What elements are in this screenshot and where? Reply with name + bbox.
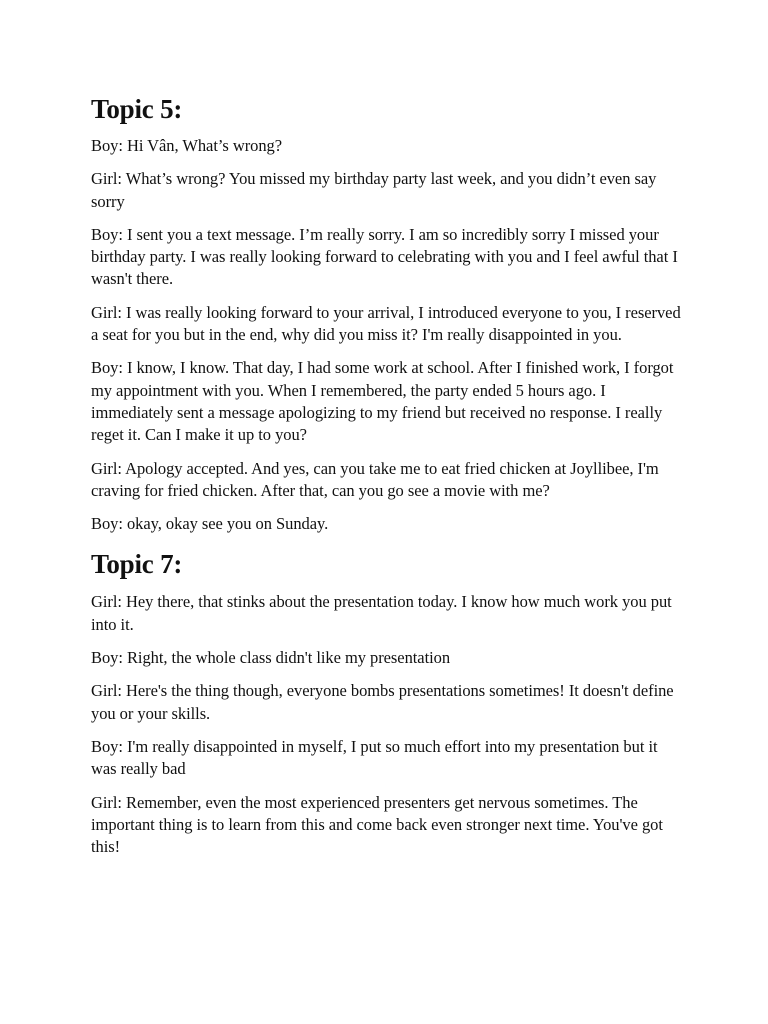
dialogue-line: Boy: Right, the whole class didn't like my presentation	[91, 648, 451, 668]
dialogue-line: Boy: Hi Vân, What’s wrong?	[91, 136, 283, 155]
dialogue-line: Girl: What’s wrong? You missed my birthday party last week, and you didn’t even say sorry	[91, 169, 657, 211]
dialogue-line: Girl: Remember, even the most experienced presenters get nervous sometimes. The important thing is to learn from this and come back even stronger next time. You've got this!	[91, 792, 663, 857]
dialogue-line: Girl: I was really looking forward to your arrival, I introduced everyone to you, I reserved a seat for you but in the end, why did you miss it? I'm really disappointed in you.	[91, 302, 681, 345]
dialogue-line: Girl: Here's the thing though, everyone bombs presentations sometimes! It doesn't define you or your skills.	[91, 681, 674, 723]
dialogue-line: Girl: Apology accepted. And yes, can you take me to eat fried chicken at Joyllibee, I'm craving for fried chicken. After that, can you go see a movie with me?	[91, 458, 659, 500]
topic-section	[91, 86, 684, 535]
dialogue-line: Boy: I'm really disappointed in myself, I put so much effort into my presentation but it was really bad	[91, 736, 658, 779]
topic-section	[91, 541, 684, 858]
dialogue-line: Girl: Hey there, that stinks about the presentation today. I know how much work you put into it.	[91, 592, 672, 634]
topic-heading: Topic 7:	[91, 549, 183, 580]
dialogue-line: Boy: I know, I know. That day, I had some work at school. After I finished work, I forgot my appointment with you. When I remembered, the party ended 5 hours ago. I immediately sent a message apologizing to my friend but received no response. I really reget it. Can I make it up to you?	[91, 358, 674, 445]
topic-heading: Topic 5:	[91, 94, 183, 124]
dialogue-line: Boy: I sent you a text message. I’m really sorry. I am so incredibly sorry I missed your birthday party. I was really looking forward to celebrating with you and I feel awful that I wasn't there.	[91, 224, 678, 289]
dialogue-line: Boy: okay, okay see you on Sunday.	[91, 514, 329, 534]
